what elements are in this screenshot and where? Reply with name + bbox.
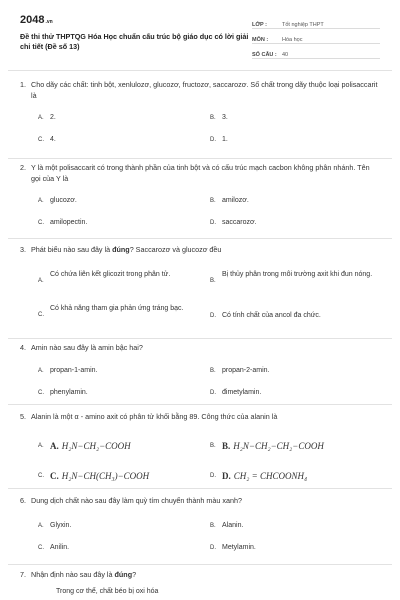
question-7: 7. Nhận định nào sau đây là đúng? Trong cơ thể, chất béo bị oxi hóa xyxy=(20,570,380,595)
option-c[interactable]: C. amilopectin. xyxy=(38,219,88,226)
header-meta xyxy=(252,14,380,59)
site-logo[interactable]: 2048.vn xyxy=(20,14,53,26)
option-c[interactable]: C. phenylamin. xyxy=(38,388,88,396)
option-d[interactable]: D. Có tính chất của ancol đa chức. xyxy=(210,311,321,319)
option-b[interactable]: B. Bị thủy phân trong môi trường axit khi đun nóng. xyxy=(210,270,373,284)
option-d[interactable]: D. saccarozơ. xyxy=(210,219,257,226)
divider xyxy=(8,70,392,71)
option-d[interactable]: D. 1. xyxy=(210,136,228,143)
option-b[interactable]: B. propan-2-amin. xyxy=(210,366,270,374)
option-c[interactable]: C. Có khả năng tham gia phản ứng tráng bạc. xyxy=(38,304,184,318)
divider xyxy=(8,564,392,565)
question-6: 6. Dung dịch chất nào sau đây làm quỳ tím chuyển thành màu xanh? A. Glyxin. B. Alanin. C. Anilin. D. Metylamin. xyxy=(20,496,380,547)
option-d[interactable]: D. Metylamin. xyxy=(210,543,256,551)
option-a[interactable]: A. glucozơ. xyxy=(38,197,77,204)
divider xyxy=(8,338,392,339)
option-a[interactable]: Trong cơ thể, chất béo bị oxi hóa xyxy=(56,587,159,595)
option-a[interactable]: A. A. H₂N−CH₂−COOH xyxy=(38,440,131,451)
option-c[interactable]: C. C. H₂N−CH(CH₃)−COOH xyxy=(38,470,150,481)
meta-count: SỐ CÂU : 40 xyxy=(252,44,380,59)
divider xyxy=(8,238,392,239)
question-3: 3. Phát biểu nào sau đây là đúng? Saccarozơ và glucozơ đều A. Có chứa liên kết glicozit trong phân tử. B. Bị thủy phân trong môi trường axit khi đun nóng. C. Có khả năng tham gia phản ứng tráng bạc. D. Có tính chất của ancol đa chức. xyxy=(20,245,380,336)
divider xyxy=(8,404,392,405)
divider xyxy=(8,158,392,159)
meta-subject: MÔN : Hóa học xyxy=(252,29,380,44)
question-5: 5. Alanin là một α - amino axit có phân tử khối bằng 89. Công thức của alanin là A. A. H₂N−CH₂−COOH B. B. H₂N−CH₂−CH₂−COOH C. C. H₂N−CH(CH₃)−COOH D. D. CH₂ = CHCOONH₄ xyxy=(20,412,324,481)
option-d[interactable]: D. D. CH₂ = CHCOONH₄ xyxy=(210,470,308,481)
exam-title: Đề thi thử THPTQG Hóa Học chuẩn cấu trúc bộ giáo dục có lời giải chi tiết (Đề số 13) xyxy=(20,32,249,51)
option-d[interactable]: D. đimetylamin. xyxy=(210,388,262,396)
option-b[interactable]: B. Alanin. xyxy=(210,521,244,529)
divider xyxy=(8,488,392,489)
header-left xyxy=(20,14,250,52)
option-b[interactable]: B. amilozơ. xyxy=(210,197,249,204)
option-b[interactable]: B. B. H₂N−CH₂−CH₂−COOH xyxy=(210,440,324,451)
option-a[interactable]: A. Glyxin. xyxy=(38,521,72,529)
option-c[interactable]: C. Anilin. xyxy=(38,543,70,551)
option-a[interactable]: A. propan-1-amin. xyxy=(38,366,98,374)
question-1: 1. Cho dãy các chất: tinh bột, xenlulozơ, glucozơ, fructozơ, saccarozơ. Số chất trong dãy thuộc loại polisaccarit là A. 2. B. 3. C. 4. D. 1. xyxy=(20,80,380,141)
option-a[interactable]: A. Có chứa liên kết glicozit trong phân tử. xyxy=(38,270,171,284)
question-2: 2. Y là một polisaccarit có trong thành phần của tinh bột và có cấu trúc mạch cacbon không phân nhánh. Tên gọi của Y là A. glucozơ. B. amilozơ. C. amilopectin. D. saccarozơ. xyxy=(20,163,380,224)
option-c[interactable]: C. 4. xyxy=(38,136,56,143)
meta-grade: LỚP : Tốt nghiệp THPT xyxy=(252,14,380,29)
option-b[interactable]: B. 3. xyxy=(210,114,228,121)
question-4: 4. Amin nào sau đây là amin bậc hai? A. propan-1-amin. B. propan-2-amin. C. phenylamin. D. đimetylamin. xyxy=(20,343,380,394)
option-a[interactable]: A. 2. xyxy=(38,114,56,121)
